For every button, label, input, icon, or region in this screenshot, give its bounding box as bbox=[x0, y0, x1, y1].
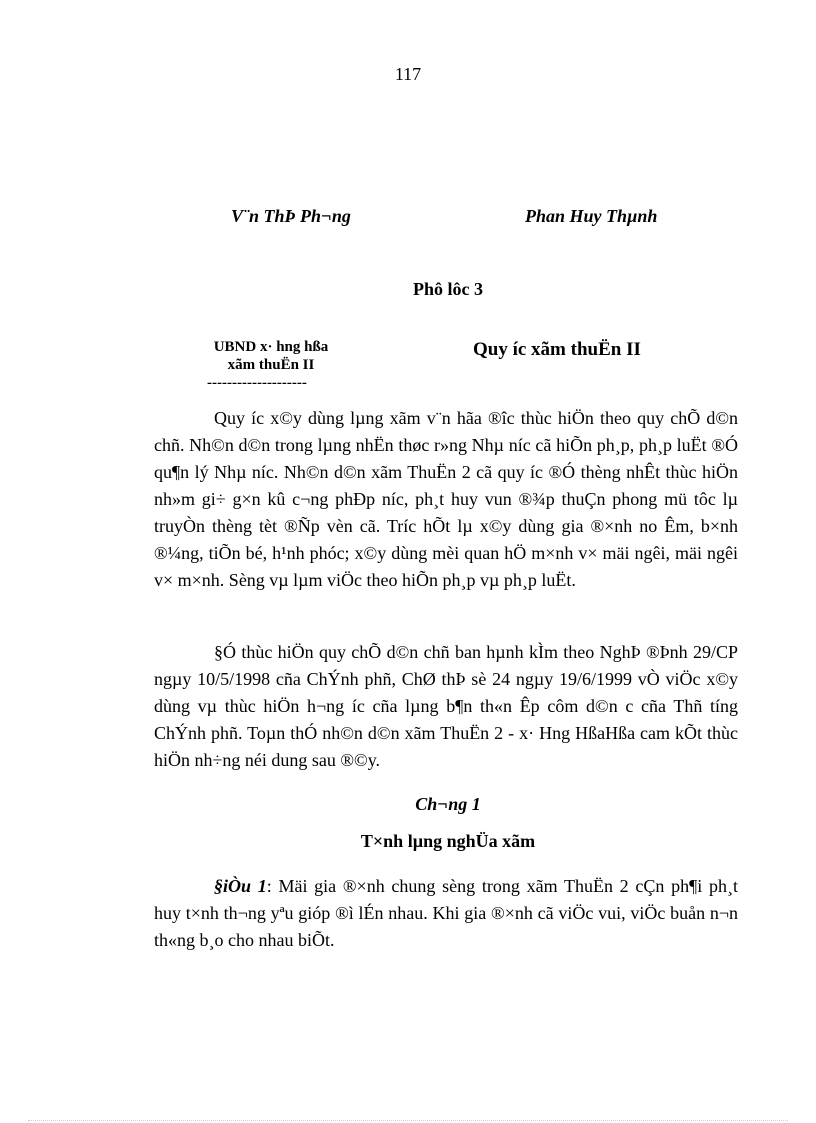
org-line-2: xãm thuËn II bbox=[227, 357, 315, 373]
org-line-1: UBND x· hng hßa bbox=[213, 339, 329, 355]
issuing-organization bbox=[200, 338, 342, 392]
article-1 bbox=[154, 873, 738, 954]
article-1-label: §iÒu 1 bbox=[214, 876, 267, 896]
paragraph-2: §Ó thùc hiÖn quy chÕ d©n chñ ban hµnh kÌm theo NghÞ ®Þnh 29/CP ngµy 10/5/1998 cña ChÝnh phñ, ChØ thÞ sè 24 ngµy 19/6/1999 vÒ viÖc x©y dùng vµ thùc hiÖn h¬ng íc cña lµng b¶n th«n Êp côm d©n c cña Thñ tíng ChÝnh phñ. Toµn thÓ nh©n d©n xãm ThuËn 2 - x· Hng HßaHßa cam kÕt thùc hiÖn nh÷ng néi dung sau ®©y. bbox=[154, 642, 738, 770]
chapter-title: T×nh lµng nghÜa xãm bbox=[360, 831, 536, 851]
appendix-title: Phô lôc 3 bbox=[413, 279, 483, 299]
chapter-label: Ch¬ng 1 bbox=[415, 794, 481, 814]
page-bottom-rule bbox=[28, 1120, 788, 1121]
article-1-text: : Mäi gia ®×nh chung sèng trong xãm ThuËn 2 cÇn ph¶i ph¸t huy t×nh th¬ng yªu gióp ®ì lÉn nhau. Khi gia ®×nh cã viÖc vui, viÖc buån n¬n th«ng b¸o cho nhau biÕt. bbox=[154, 876, 738, 950]
paragraph-1: Quy íc x©y dùng lµng xãm v¨n hãa ®îc thùc hiÖn theo quy chÕ d©n chñ. Nh©n d©n trong lµng nhËn thøc r»ng Nhµ níc cã hiÕn ph¸p, ph¸p luËt ®Ó qu¶n lý Nhµ níc. Nh©n d©n xãm ThuËn 2 cã quy íc ®Ó thèng nhÊt thùc hiÖn nh»m gi÷ g×n kû c¬ng phÐp níc, ph¸t huy vun ®¾p thuÇn phong mü tôc lµ truyÒn thèng tèt ®Ñp vèn cã. Tríc hÕt lµ x©y dùng gia ®×nh no Êm, b×nh ®¼ng, tiÕn bé, h¹nh phóc; x©y dùng mèi quan hÖ m×nh v× mäi ngêi, mäi ngêi v× m×nh. Sèng vµ lµm viÖc theo hiÕn ph¸p vµ ph¸p luËt. bbox=[154, 408, 738, 590]
author-left: V¨n ThÞ Ph¬ng bbox=[231, 206, 351, 226]
org-divider: -------------------- bbox=[207, 375, 307, 391]
author-right: Phan Huy Thµnh bbox=[525, 206, 658, 226]
document-title: Quy íc xãm thuËn II bbox=[473, 339, 641, 360]
page-number: 117 bbox=[394, 64, 422, 84]
